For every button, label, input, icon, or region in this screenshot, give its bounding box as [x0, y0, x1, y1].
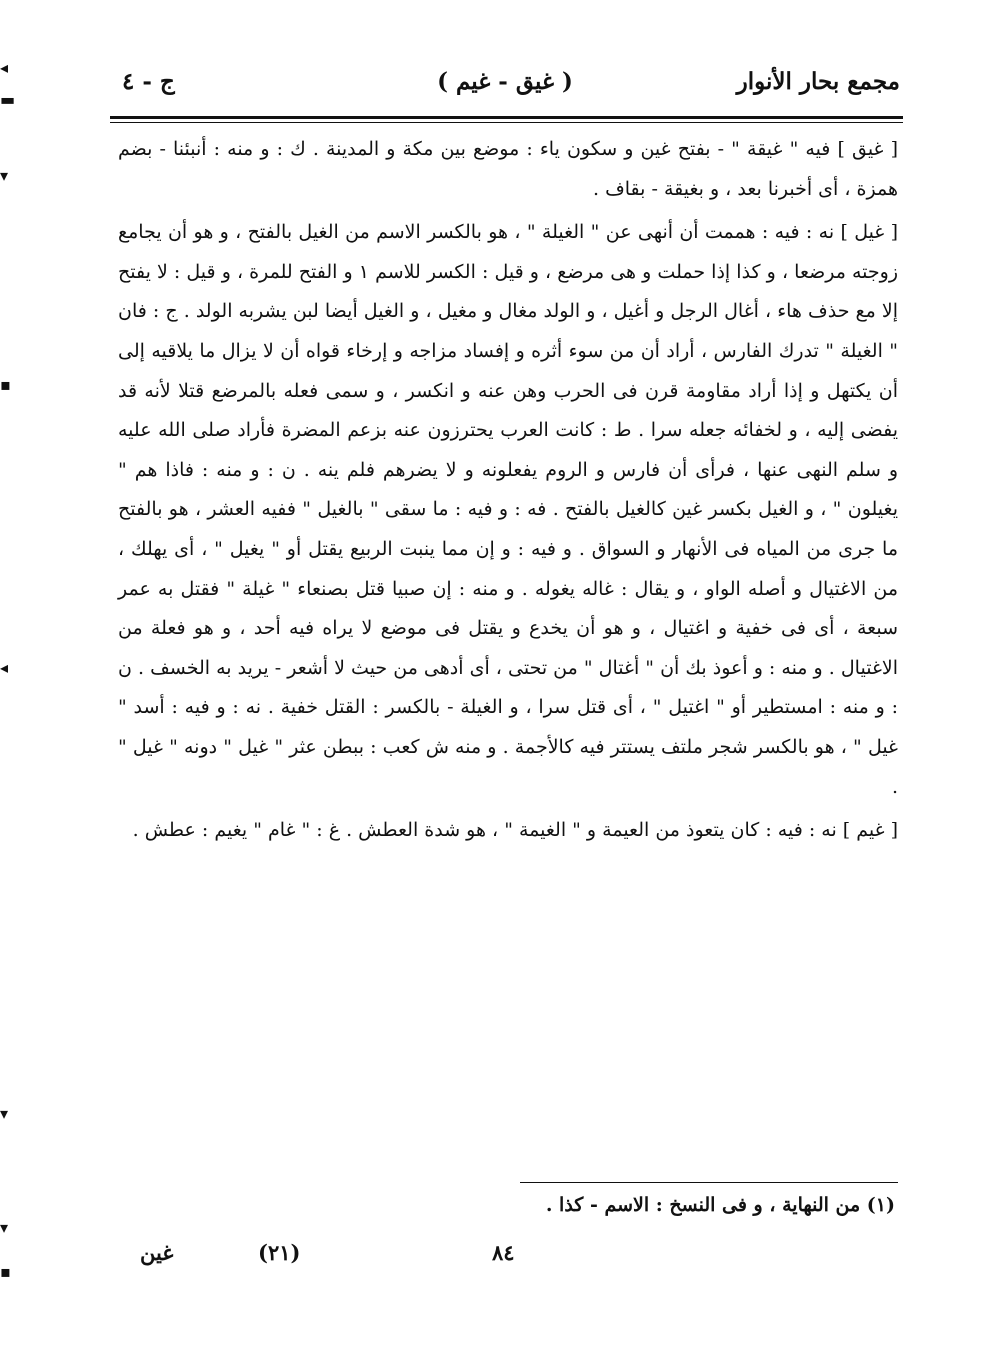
entry-ghayq: [ غيق ] فيه " غيقة " - بفتح غين و سكون ياء : موضع بين مكة و المدينة . ك : و منه : أنبئنا - بضم همزة ، أى أخبرنا بعد ، و بغيقة - بقاف .	[118, 138, 898, 200]
margin-mark: ▾	[0, 1218, 9, 1237]
entry-ghayl: [ غيل ] نه : فيه : هممت أن أنهى عن " الغيلة " ، هو بالكسر الاسم من الغيل بالفتح ، و هو أن يجامع زوجته مرضعا ، و كذا إذا حملت و هى مرضع ، و قيل : الكسر للاسم ١ و الفتح للمرة ، و قيل : لا يفتح إلا مع حذف هاء ، أغال الرجل و أغيل ، و الولد مغال و مغيل ، و الغيل أيضا لبن يشربه الولد . ج : فان " الغيلة " تدرك الفارس ، أراد أن من سوء أثره و إفساد مزاجه و إرخاء قواه أن لا يزال ما يلاقيه إلى أن يكتهل و إذا أراد مقاومة قرن فى الحرب وهن عنه و انكسر ، و سمى فعله بالمرضع قتلا لأنه قد يفضى إليه ، و لخفائه جعله سرا . ط : كانت العرب يحترزون عنه بزعم المضرة فأراد صلى الله عليه و سلم النهى عنها ، فرأى أن فارس و الروم يفعلونه و لا يضرهم فلم ينه . ن : و منه : فاذا هم " يغيلون " ، و الغيل بكسر غين كالغيل بالفتح . فه : و فيه : ما سقى " بالغيل " ففيه العشر ، هو بالفتح ما جرى من المياه فى الأنهار و السواق . و فيه : و إن مما ينبت الربيع يقتل أو " يغيل " ، أى يهلك ، من الاغتيال و أصله الواو ، و يقال : غاله يغوله . و منه : إن صبيا قتل بصنعاء " غيلة " فقتل به عمر سبعة ، أى فى خفية و اغتيال ، و هو أن يخدع و يقتل فى موضع لا يراه فيه أحد ، و هو فعلة من الاغتيال . و منه : و أعوذ بك أن " أغتال " من تحتى ، أى أدهى من حيث لا أشعر - يريد به الخسف . ن : و منه : امستطير أو " اغتيل " ، أى قتل سرا ، و الغيلة - بالكسر : القتل خفية . نه : و فيه : أسد " غيل " ، هو بالكسر شجر ملتف يستتر فيه كالأجمة . و منه ش كعب : ببطن عثر " غيل " دونه " غيل " .	[118, 221, 899, 798]
margin-mark: ▾	[0, 1104, 9, 1123]
volume-label: ج - ٤	[122, 68, 175, 95]
footnote-rule	[520, 1182, 898, 1183]
page-header	[110, 62, 900, 108]
entry-ghaym: [ غيم ] نه : فيه : كان يتعوذ من العيمة و " الغيمة " ، هو شدة العطش . غ : " غام " يغيم : عطش .	[132, 819, 898, 842]
footer-letter: غين	[140, 1240, 174, 1265]
header-rule-thick	[110, 116, 903, 119]
margin-mark: ▾	[0, 166, 9, 185]
book-title: مجمع بحار الأنوار	[736, 68, 900, 95]
margin-mark: ◂	[0, 658, 9, 677]
footnote: (١) من النهاية ، و فى النسخ : الاسم - كذا .	[545, 1194, 895, 1216]
margin-mark: ▪	[0, 375, 11, 394]
footer-volume-number: (٢١)	[258, 1240, 301, 1265]
margin-mark: ▬	[0, 90, 16, 109]
header-rule-thin	[110, 122, 903, 123]
page-number: ٨٤	[492, 1240, 515, 1265]
section-range: ( غيق - غيم )	[437, 68, 573, 95]
main-text	[118, 130, 898, 855]
margin-mark: ◂	[0, 58, 9, 77]
margin-mark: ▪	[0, 1262, 11, 1281]
